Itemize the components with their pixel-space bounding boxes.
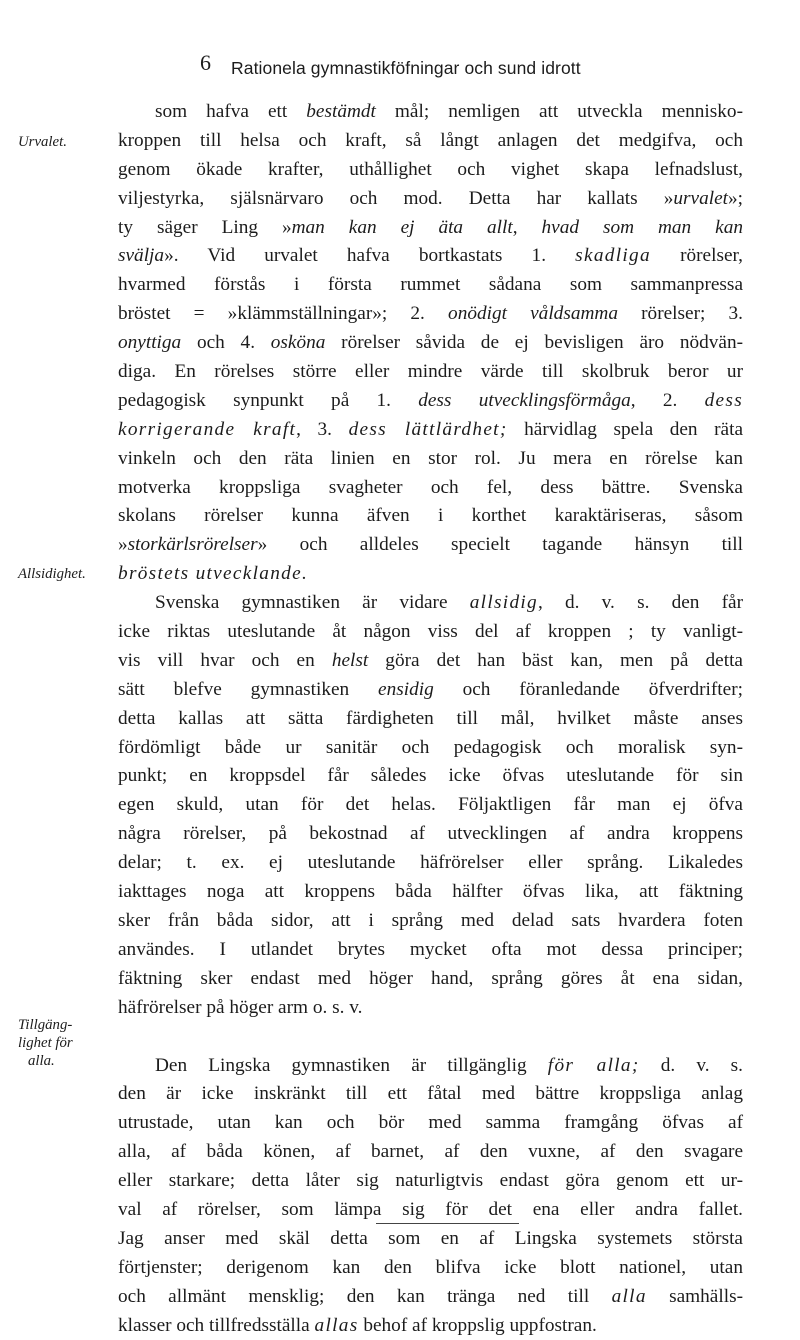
text-line: svälja». Vid urvalet hafva bortkastats 1. skadliga rörelser, (118, 242, 743, 271)
text-line: vis vill hvar och en helst göra det han bäst kan, men på detta (118, 647, 743, 676)
text-line: bröstet = »klämmställningar»; 2. onödigt våldsamma rörelser; 3. (118, 300, 743, 329)
text-line: korrigerande kraft, 3. dess lättlärdhet; härvidlag spela den räta (118, 416, 743, 445)
text-line: vinkeln och den räta linien en stor rol. Ju mera en rörelse kan (118, 445, 743, 474)
text-line: ty säger Ling »man kan ej äta allt, hvad som man kan (118, 214, 743, 243)
text-line: genom ökade krafter, uthållighet och vighet skapa lefnadslust, (118, 156, 743, 185)
text-line: som hafva ett bestämdt mål; nemligen att utveckla mennisko- (118, 98, 743, 127)
text-line: viljestyrka, själsnärvaro och mod. Detta har kallats »urvalet»; (118, 185, 743, 214)
text-line: klasser och tillfredsställa allas behof af kroppslig uppfostran. (118, 1312, 743, 1340)
text-line: val af rörelser, som lämpa sig för det ena eller andra fallet. (118, 1196, 743, 1225)
paragraph-tillganglighet (118, 1052, 743, 1340)
margin-note-urvalet: Urvalet. (18, 133, 67, 151)
text-line: egen skuld, utan för det helas. Följaktligen får man ej öfva (118, 791, 743, 820)
text-line: några rörelser, på bekostnad af utvecklingen af andra kroppens (118, 820, 743, 849)
text-line: icke riktas uteslutande åt någon viss del af kroppen ; ty vanligt- (118, 618, 743, 647)
text-line: bröstets utvecklande. (118, 560, 743, 589)
text-line: häfrörelser på höger arm o. s. v. (118, 994, 743, 1023)
page-number: 6 (200, 50, 211, 76)
text-line: den är icke inskränkt till ett fåtal med bättre kroppsliga anlag (118, 1080, 743, 1109)
text-line: sätt blefve gymnastiken ensidig och föranledande öfverdrifter; (118, 676, 743, 705)
text-line: Jag anser med skäl detta som en af Lingska systemets största (118, 1225, 743, 1254)
margin-note-line: lighet för (18, 1034, 73, 1052)
text-line: fäktning sker endast med höger hand, språng göres åt ena sidan, (118, 965, 743, 994)
paragraph-allsidighet (118, 589, 743, 1022)
text-line: onyttiga och 4. osköna rörelser såvida de ej bevisligen äro nödvän- (118, 329, 743, 358)
paragraph-gap (118, 1023, 743, 1052)
paragraph-urvalet (118, 98, 743, 589)
body-text (118, 98, 743, 1340)
text-line: skolans rörelser kunna äfven i korthet karaktäriseras, såsom (118, 502, 743, 531)
text-line: iakttages noga att kroppens båda hälfter öfvas lika, att fäktning (118, 878, 743, 907)
text-line: fördömligt både ur sanitär och pedagogisk och moralisk syn- (118, 734, 743, 763)
text-line: Svenska gymnastiken är vidare allsidig, d. v. s. den får (118, 589, 743, 618)
text-line: motverka kroppsliga svagheter och fel, dess bättre. Svenska (118, 474, 743, 503)
text-line: delar; t. ex. ej uteslutande häfrörelser eller språng. Likaledes (118, 849, 743, 878)
margin-note-allsidighet: Allsidighet. (18, 565, 86, 583)
text-line: alla, af båda könen, af barnet, af den vuxne, af den svagare (118, 1138, 743, 1167)
text-line: diga. En rörelses större eller mindre värde till skolbruk beror ur (118, 358, 743, 387)
text-line: pedagogisk synpunkt på 1. dess utvecklingsförmåga, 2. dess (118, 387, 743, 416)
text-line: sker från båda sidor, att i språng med delad sats hvardera foten (118, 907, 743, 936)
text-line: och allmänt mensklig; den kan tränga ned till alla samhälls- (118, 1283, 743, 1312)
text-line: detta kallas att sätta färdigheten till mål, hvilket måste anses (118, 705, 743, 734)
margin-note-tillganglighet (18, 1016, 73, 1070)
text-line: »storkärlsrörelser» och alldeles specielt tagande hänsyn till (118, 531, 743, 560)
text-line: kroppen till helsa och kraft, så långt anlagen det medgifva, och (118, 127, 743, 156)
margin-note-line: alla. (18, 1052, 73, 1070)
text-line: förtjenster; derigenom kan den blifva icke blott nationel, utan (118, 1254, 743, 1283)
text-line: användes. I utlandet brytes mycket ofta mot dessa principer; (118, 936, 743, 965)
text-line: eller starkare; detta låter sig naturligtvis endast göra genom ett ur- (118, 1167, 743, 1196)
text-line: punkt; en kroppsdel får således icke öfvas uteslutande för sin (118, 762, 743, 791)
text-line: hvarmed förstås i första rummet sådana som sammanpressa (118, 271, 743, 300)
text-line: Den Lingska gymnastiken är tillgänglig för alla; d. v. s. (118, 1052, 743, 1081)
running-title: Rationela gymnastikföfningar och sund idrott (231, 58, 581, 79)
page-header (0, 50, 800, 90)
closing-rule (376, 1223, 519, 1224)
margin-note-line: Tillgäng- (18, 1016, 73, 1034)
text-line: utrustade, utan kan och bör med samma framgång öfvas af (118, 1109, 743, 1138)
